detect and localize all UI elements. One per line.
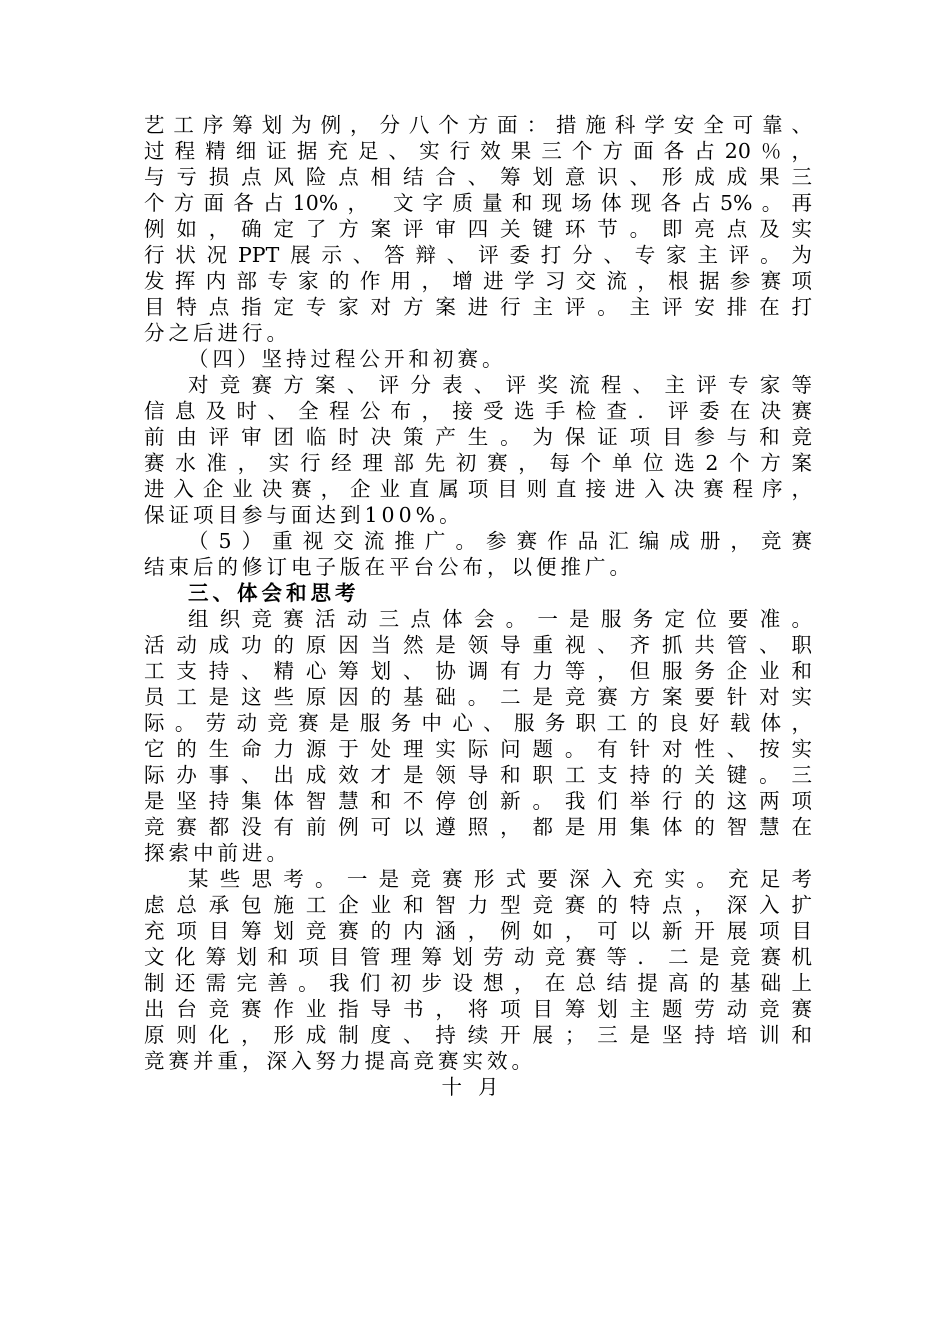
text-line: 原则化，形成制度、持续开展；三是坚持培训和 — [144, 1023, 812, 1047]
text-line: 分之后进行。 — [144, 321, 291, 345]
text-line: 际办事、出成效才是领导和职工支持的关键。三 — [144, 763, 812, 787]
text-line: 艺工序筹划为例，分八个方面：措施科学安全可靠、 — [144, 113, 812, 137]
text-line: 员工是这些原因的基础。二是竞赛方案要针对实 — [144, 685, 812, 709]
text-line: 竞赛都没有前例可以遵照，都是用集体的智慧在 — [144, 815, 812, 839]
text-line: 工支持、精心筹划、协调有力等，但服务企业和 — [144, 659, 812, 683]
section-heading: 三、体会和思考 — [188, 581, 360, 605]
text-line: 它的生命力源于处理实际问题。有针对性、按实 — [144, 737, 812, 761]
text-line: 与亏损点风险点相结合、筹划意识、形成成果三 — [144, 165, 812, 189]
text-line: 组织竞赛活动三点体会。一是服务定位要准。 — [188, 607, 812, 631]
date-line: 十月 — [441, 1075, 515, 1099]
text-line: 充项目筹划竞赛的内涵，例如，可以新开展项目 — [144, 919, 812, 943]
text-line: 是坚持集体智慧和不停创新。我们举行的这两项 — [144, 789, 812, 813]
text-line: 制还需完善。我们初步设想，在总结提高的基础上 — [144, 971, 812, 995]
text-line: 保证项目参与面达到100%。 — [144, 503, 464, 527]
text-line: 前由评审团临时决策产生。为保证项目参与和竞 — [144, 425, 812, 449]
text-line: 际。劳动竞赛是服务中心、服务职工的良好载体， — [144, 711, 812, 735]
text-line: 例如，确定了方案评审四关键环节。即亮点及实 — [144, 217, 812, 241]
text-line: 发挥内部专家的作用，增进学习交流，根据参赛项 — [144, 269, 812, 293]
text-line: 信息及时、全程公布，接受选手检查．评委在决赛 — [144, 399, 812, 423]
text-line: 对竞赛方案、评分表、评奖流程、主评专家等 — [188, 373, 812, 397]
text-line: 活动成功的原因当然是领导重视、齐抓共管、职 — [144, 633, 812, 657]
text-line: 出台竞赛作业指导书，将项目筹划主题劳动竞赛 — [144, 997, 812, 1021]
text-line: 结束后的修订电子版在平台公布，以便推广。 — [144, 555, 634, 579]
text-line: 探索中前进。 — [144, 841, 291, 865]
document-page — [144, 112, 812, 1100]
text-line: 赛水准，实行经理部先初赛，每个单位选2个方案 — [144, 451, 812, 475]
text-line: 过程精细证据充足、实行效果三个方面各占20％， — [144, 139, 812, 163]
text-line: 某些思考。一是竞赛形式要深入充实。充足考 — [188, 867, 812, 891]
text-line: 虑总承包施工企业和智力型竞赛的特点，深入扩 — [144, 893, 812, 917]
text-line: 竞赛并重，深入努力提高竞赛实效。 — [144, 1049, 536, 1073]
text-line: （5）重视交流推广。参赛作品汇编成册，竞赛 — [188, 529, 812, 553]
text-line: 目特点指定专家对方案进行主评。主评安排在打 — [144, 295, 812, 319]
text-line: 文化筹划和项目管理筹划劳动竞赛等．二是竞赛机 — [144, 945, 812, 969]
text-line: 行状况PPT展示、答辩、评委打分、专家主评。为 — [144, 243, 812, 267]
section-subheading: （四）坚持过程公开和初赛。 — [188, 347, 507, 371]
text-line: 进入企业决赛，企业直属项目则直接进入决赛程序， — [144, 477, 812, 501]
text-line: 个方面各占10%， 文字质量和现场体现各占5%。再 — [144, 191, 812, 215]
